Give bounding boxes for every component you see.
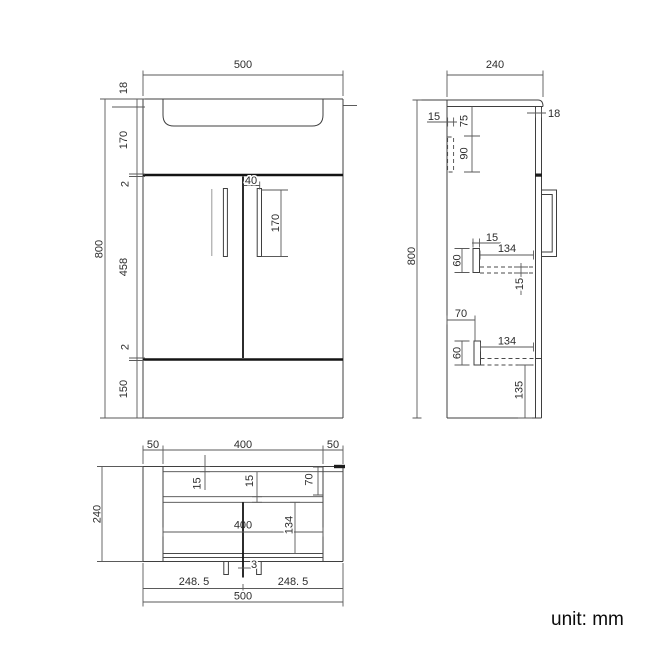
inner-width-label: 400 [233, 519, 253, 532]
handle-length-label: 170 [270, 213, 282, 233]
side-front-face [536, 107, 542, 419]
left-door-handle [223, 189, 227, 257]
bottom-panel-hidden [481, 359, 534, 366]
front-view-object [143, 99, 357, 418]
back-rail-depth-label: 15 [191, 477, 204, 490]
counter-thickness-label: 18 [118, 81, 130, 95]
side-view-object [417, 100, 557, 418]
plan-joint-mark [334, 465, 345, 468]
front-view [94, 59, 358, 418]
back-rail-height-label: 90 [458, 147, 471, 160]
low-rail-offset-label: 70 [454, 308, 468, 320]
bottom-gap-label: 2 [119, 343, 132, 351]
plan-depth-label: 240 [91, 504, 104, 524]
side-height-label: 800 [406, 246, 418, 266]
side-depth-label: 240 [485, 59, 505, 71]
side-joint-mark [535, 174, 542, 177]
door-height-label: 458 [118, 257, 130, 277]
low-shelf-depth-label: 134 [497, 335, 517, 348]
right-inset-label: 50 [326, 439, 340, 451]
basin-depth-label: 170 [118, 130, 130, 150]
front-height-label: 800 [93, 239, 106, 259]
mid-shelf-hidden [480, 267, 534, 273]
back-rail-offset-label: 75 [458, 114, 471, 128]
plan-view-dimensions [92, 439, 344, 607]
mid-shelf-depth-label: 134 [497, 243, 517, 255]
mid-rail-section [473, 249, 480, 273]
plan-mid-rail-lines [163, 497, 323, 503]
opening-width-label: 400 [233, 439, 253, 451]
handle-offset-label: 40 [244, 175, 258, 187]
right-door-handle [257, 189, 261, 257]
basin-outline [163, 99, 323, 126]
door-thickness-label: 18 [548, 108, 561, 120]
plan-right-handle [257, 562, 262, 575]
back-rail-width-label: 15 [427, 111, 441, 123]
left-inset-label: 50 [146, 439, 160, 451]
half-left-label: 248. 5 [178, 576, 210, 588]
plan-left-handle [224, 562, 229, 575]
back-offset-label: 70 [303, 473, 316, 486]
bottom-height-label: 135 [513, 380, 526, 400]
shelf-thickness-label: 15 [514, 277, 526, 291]
side-handle-profile [542, 190, 557, 257]
side-view-dimensions [406, 59, 560, 418]
mid-rail-depth-label: 15 [244, 474, 256, 488]
top-gap-label: 2 [119, 180, 132, 188]
unit-note: unit: mm [551, 609, 624, 630]
front-view-dimensions [94, 59, 344, 418]
back-rail-hidden [448, 137, 454, 172]
half-right-label: 248. 5 [277, 576, 309, 588]
shelf-depth-label: 134 [283, 515, 296, 535]
mid-rail-height-label: 60 [451, 254, 464, 267]
side-view [406, 59, 560, 418]
plinth-height-label: 150 [118, 379, 130, 399]
low-rail-section [474, 341, 481, 365]
plan-view [92, 439, 346, 607]
plan-total-width-label: 500 [233, 590, 253, 603]
front-width-label: 500 [233, 59, 253, 71]
low-rail-height-label: 60 [451, 346, 464, 360]
divider-thickness-label: 3 [250, 559, 258, 571]
counter-side-top [417, 100, 543, 107]
mid-rail-width-label: 15 [485, 232, 499, 244]
